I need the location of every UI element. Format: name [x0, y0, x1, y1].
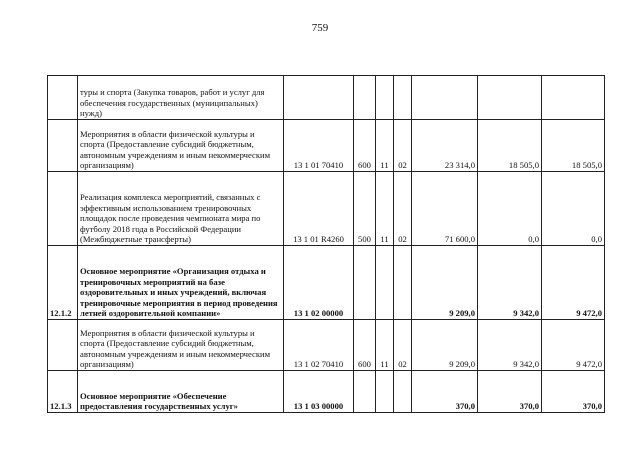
table-row [48, 76, 605, 120]
row-value-3: 0,0 [542, 172, 605, 246]
row-code: 13 1 03 00000 [284, 371, 354, 413]
row-section: 11 [376, 172, 394, 246]
row-value-2: 9 342,0 [478, 246, 542, 320]
row-number [48, 76, 78, 120]
row-value-3: 370,0 [542, 371, 605, 413]
page-number: 759 [311, 22, 329, 34]
row-value-1: 9 209,0 [412, 320, 478, 371]
row-subsection: 02 [394, 172, 412, 246]
row-expense-type [354, 246, 376, 320]
row-code: 13 1 01 R4260 [284, 172, 354, 246]
row-value-2: 370,0 [478, 371, 542, 413]
row-description: Мероприятия в области физической культуры и спорта (Предоставление субсидий бюджетным, автономным учреждениям и иным некоммерческим организациям) [78, 320, 284, 371]
row-description: туры и спорта (Закупка товаров, работ и услуг для обеспечения государственных (муниципальных) нужд) [78, 76, 284, 120]
row-value-3: 18 505,0 [542, 120, 605, 172]
table-row [48, 172, 605, 246]
row-description: Реализация комплекса мероприятий, связанных с эффективным использованием тренировочных площадок после проведения чемпионата мира по футболу 2018 года в Российской Федерации (Межбюджетные трансферты) [78, 172, 284, 246]
row-subsection [394, 76, 412, 120]
row-value-1: 9 209,0 [412, 246, 478, 320]
row-value-3 [542, 76, 605, 120]
row-number: 12.1.2 [48, 246, 78, 320]
row-section [376, 76, 394, 120]
row-section: 11 [376, 120, 394, 172]
row-value-2: 0,0 [478, 172, 542, 246]
row-value-1: 370,0 [412, 371, 478, 413]
row-subsection: 02 [394, 120, 412, 172]
row-value-1 [412, 76, 478, 120]
row-expense-type [354, 76, 376, 120]
row-value-2: 18 505,0 [478, 120, 542, 172]
row-value-3: 9 472,0 [542, 246, 605, 320]
table-row [48, 320, 605, 371]
row-description: Мероприятия в области физической культуры и спорта (Предоставление субсидий бюджетным, автономным учреждениям и иным некоммерческим организациям) [78, 120, 284, 172]
row-number: 12.1.3 [48, 371, 78, 413]
row-description: Основное мероприятие «Обеспечение предоставления государственных услуг» [78, 371, 284, 413]
row-number [48, 172, 78, 246]
table-row [48, 371, 605, 413]
row-expense-type: 500 [354, 172, 376, 246]
row-value-1: 23 314,0 [412, 120, 478, 172]
row-number [48, 320, 78, 371]
row-subsection [394, 246, 412, 320]
row-subsection [394, 371, 412, 413]
table-row [48, 120, 605, 172]
row-subsection: 02 [394, 320, 412, 371]
row-expense-type: 600 [354, 120, 376, 172]
row-value-2: 9 342,0 [478, 320, 542, 371]
row-section [376, 246, 394, 320]
row-value-1: 71 600,0 [412, 172, 478, 246]
row-number [48, 120, 78, 172]
row-expense-type: 600 [354, 320, 376, 371]
row-code: 13 1 02 00000 [284, 246, 354, 320]
row-section [376, 371, 394, 413]
row-code [284, 76, 354, 120]
table-row [48, 246, 605, 320]
row-expense-type [354, 371, 376, 413]
row-value-3: 9 472,0 [542, 320, 605, 371]
row-code: 13 1 02 70410 [284, 320, 354, 371]
row-value-2 [478, 76, 542, 120]
row-description: Основное мероприятие «Организация отдыха и тренировочных мероприятий на базе оздоровительных и иных учреждений, включая тренировочные мероприятия в период проведения летней оздоровительной компании» [78, 246, 284, 320]
budget-table [47, 75, 605, 413]
row-section: 11 [376, 320, 394, 371]
row-code: 13 1 01 70410 [284, 120, 354, 172]
